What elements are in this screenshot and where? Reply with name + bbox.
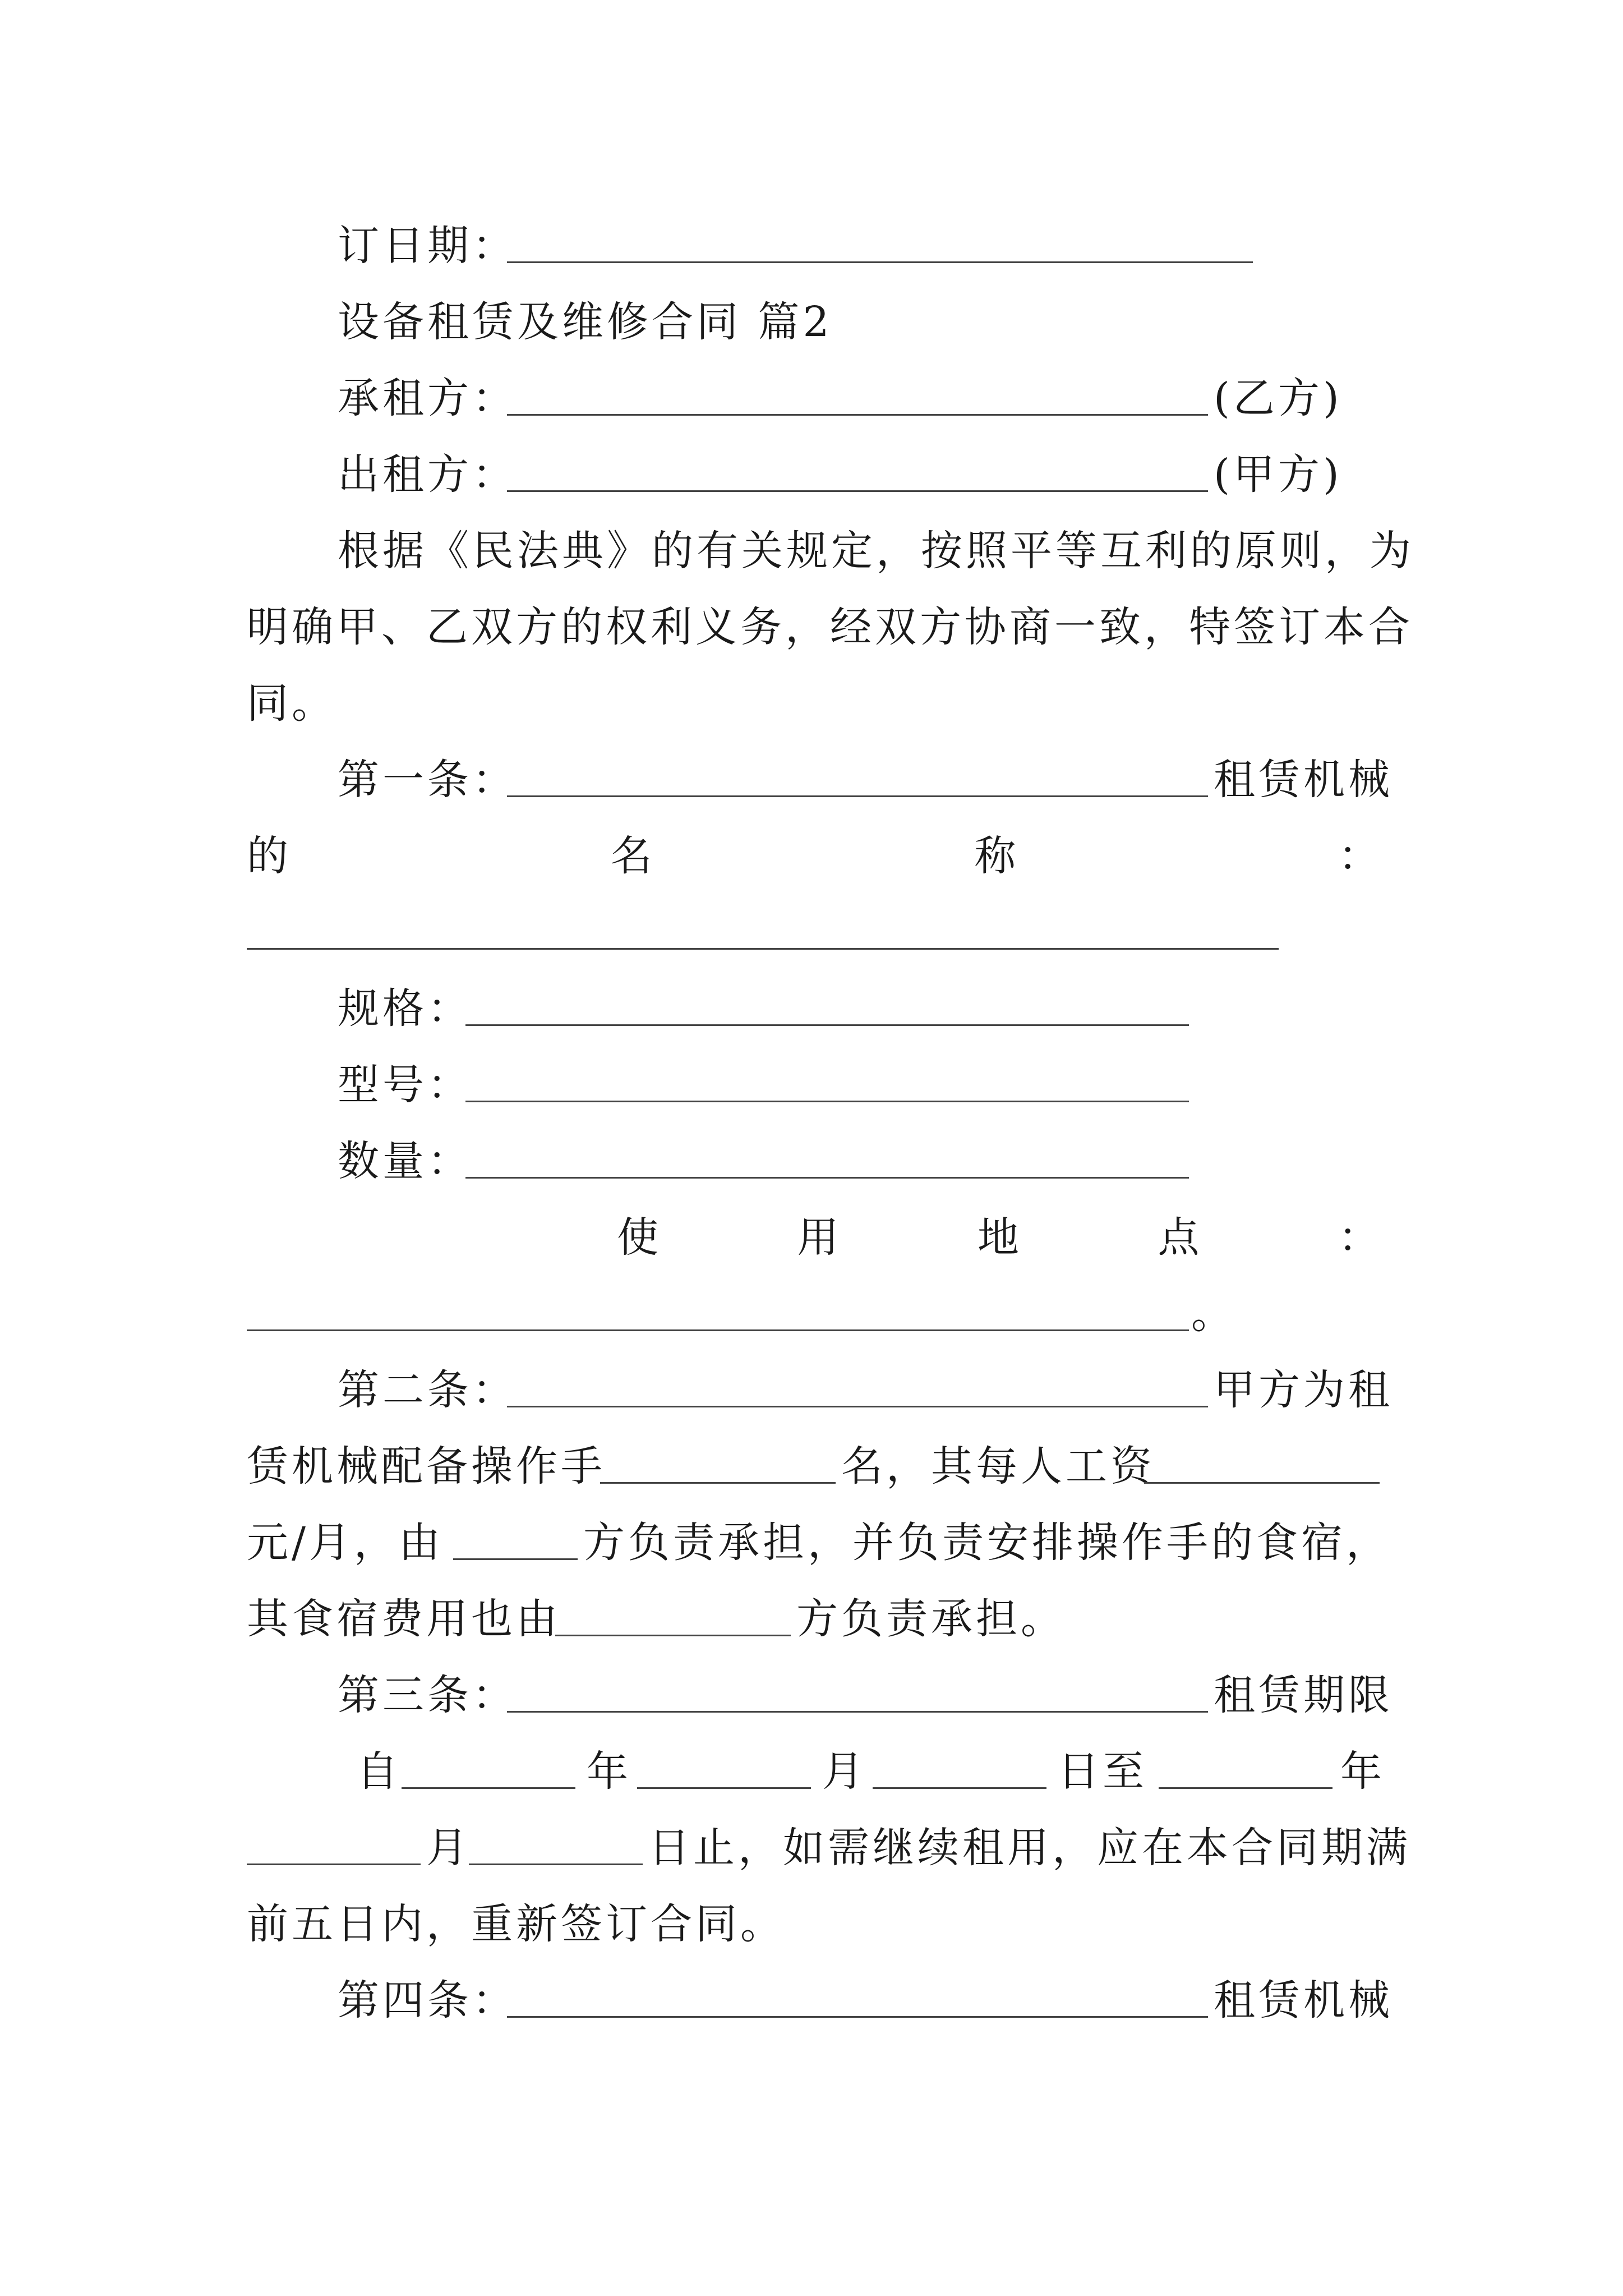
place-end xyxy=(1191,1286,1236,1342)
article-2-tail xyxy=(1214,1362,1393,1418)
lessor-line xyxy=(338,447,517,503)
article-3-tail xyxy=(1214,1667,1393,1723)
article-2-tail-text: 甲方为租 xyxy=(1214,1366,1393,1414)
intro-text-2: 明确甲、乙双方的权利义务，经双方协商一致，特签订本合 xyxy=(247,603,1413,651)
article-2-text-4b: 方负责承担。 xyxy=(796,1595,1066,1643)
intro-line-3 xyxy=(247,675,336,731)
article-1-blank xyxy=(507,795,1208,797)
lessor-role-text: (甲方) xyxy=(1214,450,1343,499)
article-2-line-4a xyxy=(247,1591,561,1647)
end-day-blank xyxy=(469,1864,643,1865)
sign-date-label: 订日期： xyxy=(338,222,517,270)
end-month-blank xyxy=(247,1864,421,1865)
intro-text-1: 根据《民法典》的有关规定，按照平等互利的原则，为 xyxy=(338,527,1414,575)
name-char-4: ： xyxy=(1338,832,1380,880)
name-char-3: 称 xyxy=(974,832,1016,880)
place-blank xyxy=(247,1329,1189,1331)
article-2-line-4b xyxy=(796,1591,1066,1647)
article-2-line-2a xyxy=(247,1438,606,1494)
place-char-1: 使 xyxy=(617,1213,658,1262)
article-4-blank xyxy=(507,2016,1208,2018)
article-1-tail-text: 租赁机械 xyxy=(1214,756,1393,804)
article-3-blank xyxy=(507,1711,1208,1713)
lessor-blank xyxy=(507,490,1208,492)
lessee-blank xyxy=(507,414,1208,416)
article-3-text-3a: 月 xyxy=(426,1824,471,1872)
intro-text-3: 同。 xyxy=(247,679,336,728)
model-blank xyxy=(465,1101,1189,1102)
date-char-5: 年 xyxy=(1340,1747,1385,1796)
article-1-label xyxy=(338,752,517,808)
model-label: 型号： xyxy=(338,1061,472,1109)
lessee-label: 承租方： xyxy=(338,374,517,422)
lessee-line xyxy=(338,370,517,426)
start-year-blank xyxy=(402,1787,575,1789)
article-2-text-3b: 方负责承担，并负责安排操作手的食宿， xyxy=(583,1519,1391,1567)
quantity-label: 数量： xyxy=(338,1137,472,1185)
article-2-text-3a: 元/月，由 xyxy=(247,1519,444,1567)
article-2-text-2b: 名，其每人工资 xyxy=(841,1442,1155,1490)
date-from xyxy=(357,1743,402,1800)
article-2-label xyxy=(338,1362,517,1418)
article-2-line-3b xyxy=(583,1515,1391,1571)
place-char-3: 地 xyxy=(978,1213,1019,1262)
article-4-tail xyxy=(1214,1972,1393,2028)
date-year-1 xyxy=(587,1743,631,1800)
date-month-1 xyxy=(822,1743,867,1800)
date-char-4: 日至 xyxy=(1058,1747,1147,1796)
quantity-blank xyxy=(465,1177,1189,1179)
date-year-2 xyxy=(1340,1743,1385,1800)
date-day-to xyxy=(1058,1743,1147,1800)
article-3-label xyxy=(338,1667,517,1723)
model-line xyxy=(338,1057,472,1113)
article-3-text-3b: 日止，如需继续租用，应在本合同期满 xyxy=(648,1824,1411,1872)
name-line xyxy=(247,828,1380,884)
article-4-label-text: 第四条： xyxy=(338,1976,517,2024)
article-2-line-3a xyxy=(247,1515,444,1571)
place-end-text: 。 xyxy=(1191,1290,1236,1338)
article-4-label xyxy=(338,1972,517,2028)
place-line xyxy=(617,1209,1380,1266)
article-2-label-text: 第二条： xyxy=(338,1366,517,1414)
place-char-4: 点 xyxy=(1158,1213,1200,1262)
date-char-2: 年 xyxy=(587,1747,631,1796)
article-3-line-4 xyxy=(247,1896,785,1952)
article-2-blank xyxy=(507,1406,1208,1407)
section-heading xyxy=(338,294,833,350)
article-3-line-3a xyxy=(426,1820,471,1876)
sign-date-blank xyxy=(507,261,1253,263)
start-month-blank xyxy=(637,1787,811,1789)
lessee-role xyxy=(1214,370,1343,426)
date-char-3: 月 xyxy=(822,1747,867,1796)
lessee-role-text: (乙方) xyxy=(1214,374,1343,422)
intro-line-1 xyxy=(338,523,1414,579)
section-heading-text: 设备租赁及维修合同 篇2 xyxy=(338,298,833,346)
article-2-text-2a: 赁机械配备操作手 xyxy=(247,1442,606,1490)
article-4-tail-text: 租赁机械 xyxy=(1214,1976,1393,2024)
place-char-5: ： xyxy=(1338,1213,1380,1262)
place-char-2: 用 xyxy=(797,1213,839,1262)
sign-date-line xyxy=(338,218,517,274)
intro-line-2 xyxy=(247,599,1413,655)
spec-blank xyxy=(465,1024,1189,1026)
spec-label: 规格： xyxy=(338,984,472,1033)
end-year-blank xyxy=(1159,1787,1332,1789)
operator-count-blank xyxy=(600,1482,836,1484)
lodging-payer-blank xyxy=(555,1635,791,1636)
wage-blank xyxy=(1144,1482,1380,1484)
article-3-label-text: 第三条： xyxy=(338,1671,517,1719)
article-1-tail xyxy=(1214,752,1393,808)
spec-line xyxy=(338,981,472,1037)
wage-payer-blank xyxy=(453,1558,578,1560)
article-3-tail-text: 租赁期限 xyxy=(1214,1671,1393,1719)
start-day-blank xyxy=(873,1787,1046,1789)
article-1-label-text: 第一条： xyxy=(338,756,517,804)
name-char-2: 名 xyxy=(610,832,652,880)
name-char-1: 的 xyxy=(247,832,288,880)
article-2-text-4a: 其食宿费用也由 xyxy=(247,1595,561,1643)
date-char-1: 自 xyxy=(357,1747,402,1796)
article-3-line-3b xyxy=(648,1820,1411,1876)
name-blank xyxy=(247,948,1279,950)
lessor-role xyxy=(1214,447,1343,503)
article-2-line-2b xyxy=(841,1438,1155,1494)
article-3-text-4: 前五日内，重新签订合同。 xyxy=(247,1900,785,1948)
lessor-label: 出租方： xyxy=(338,450,517,499)
quantity-line xyxy=(338,1133,472,1189)
